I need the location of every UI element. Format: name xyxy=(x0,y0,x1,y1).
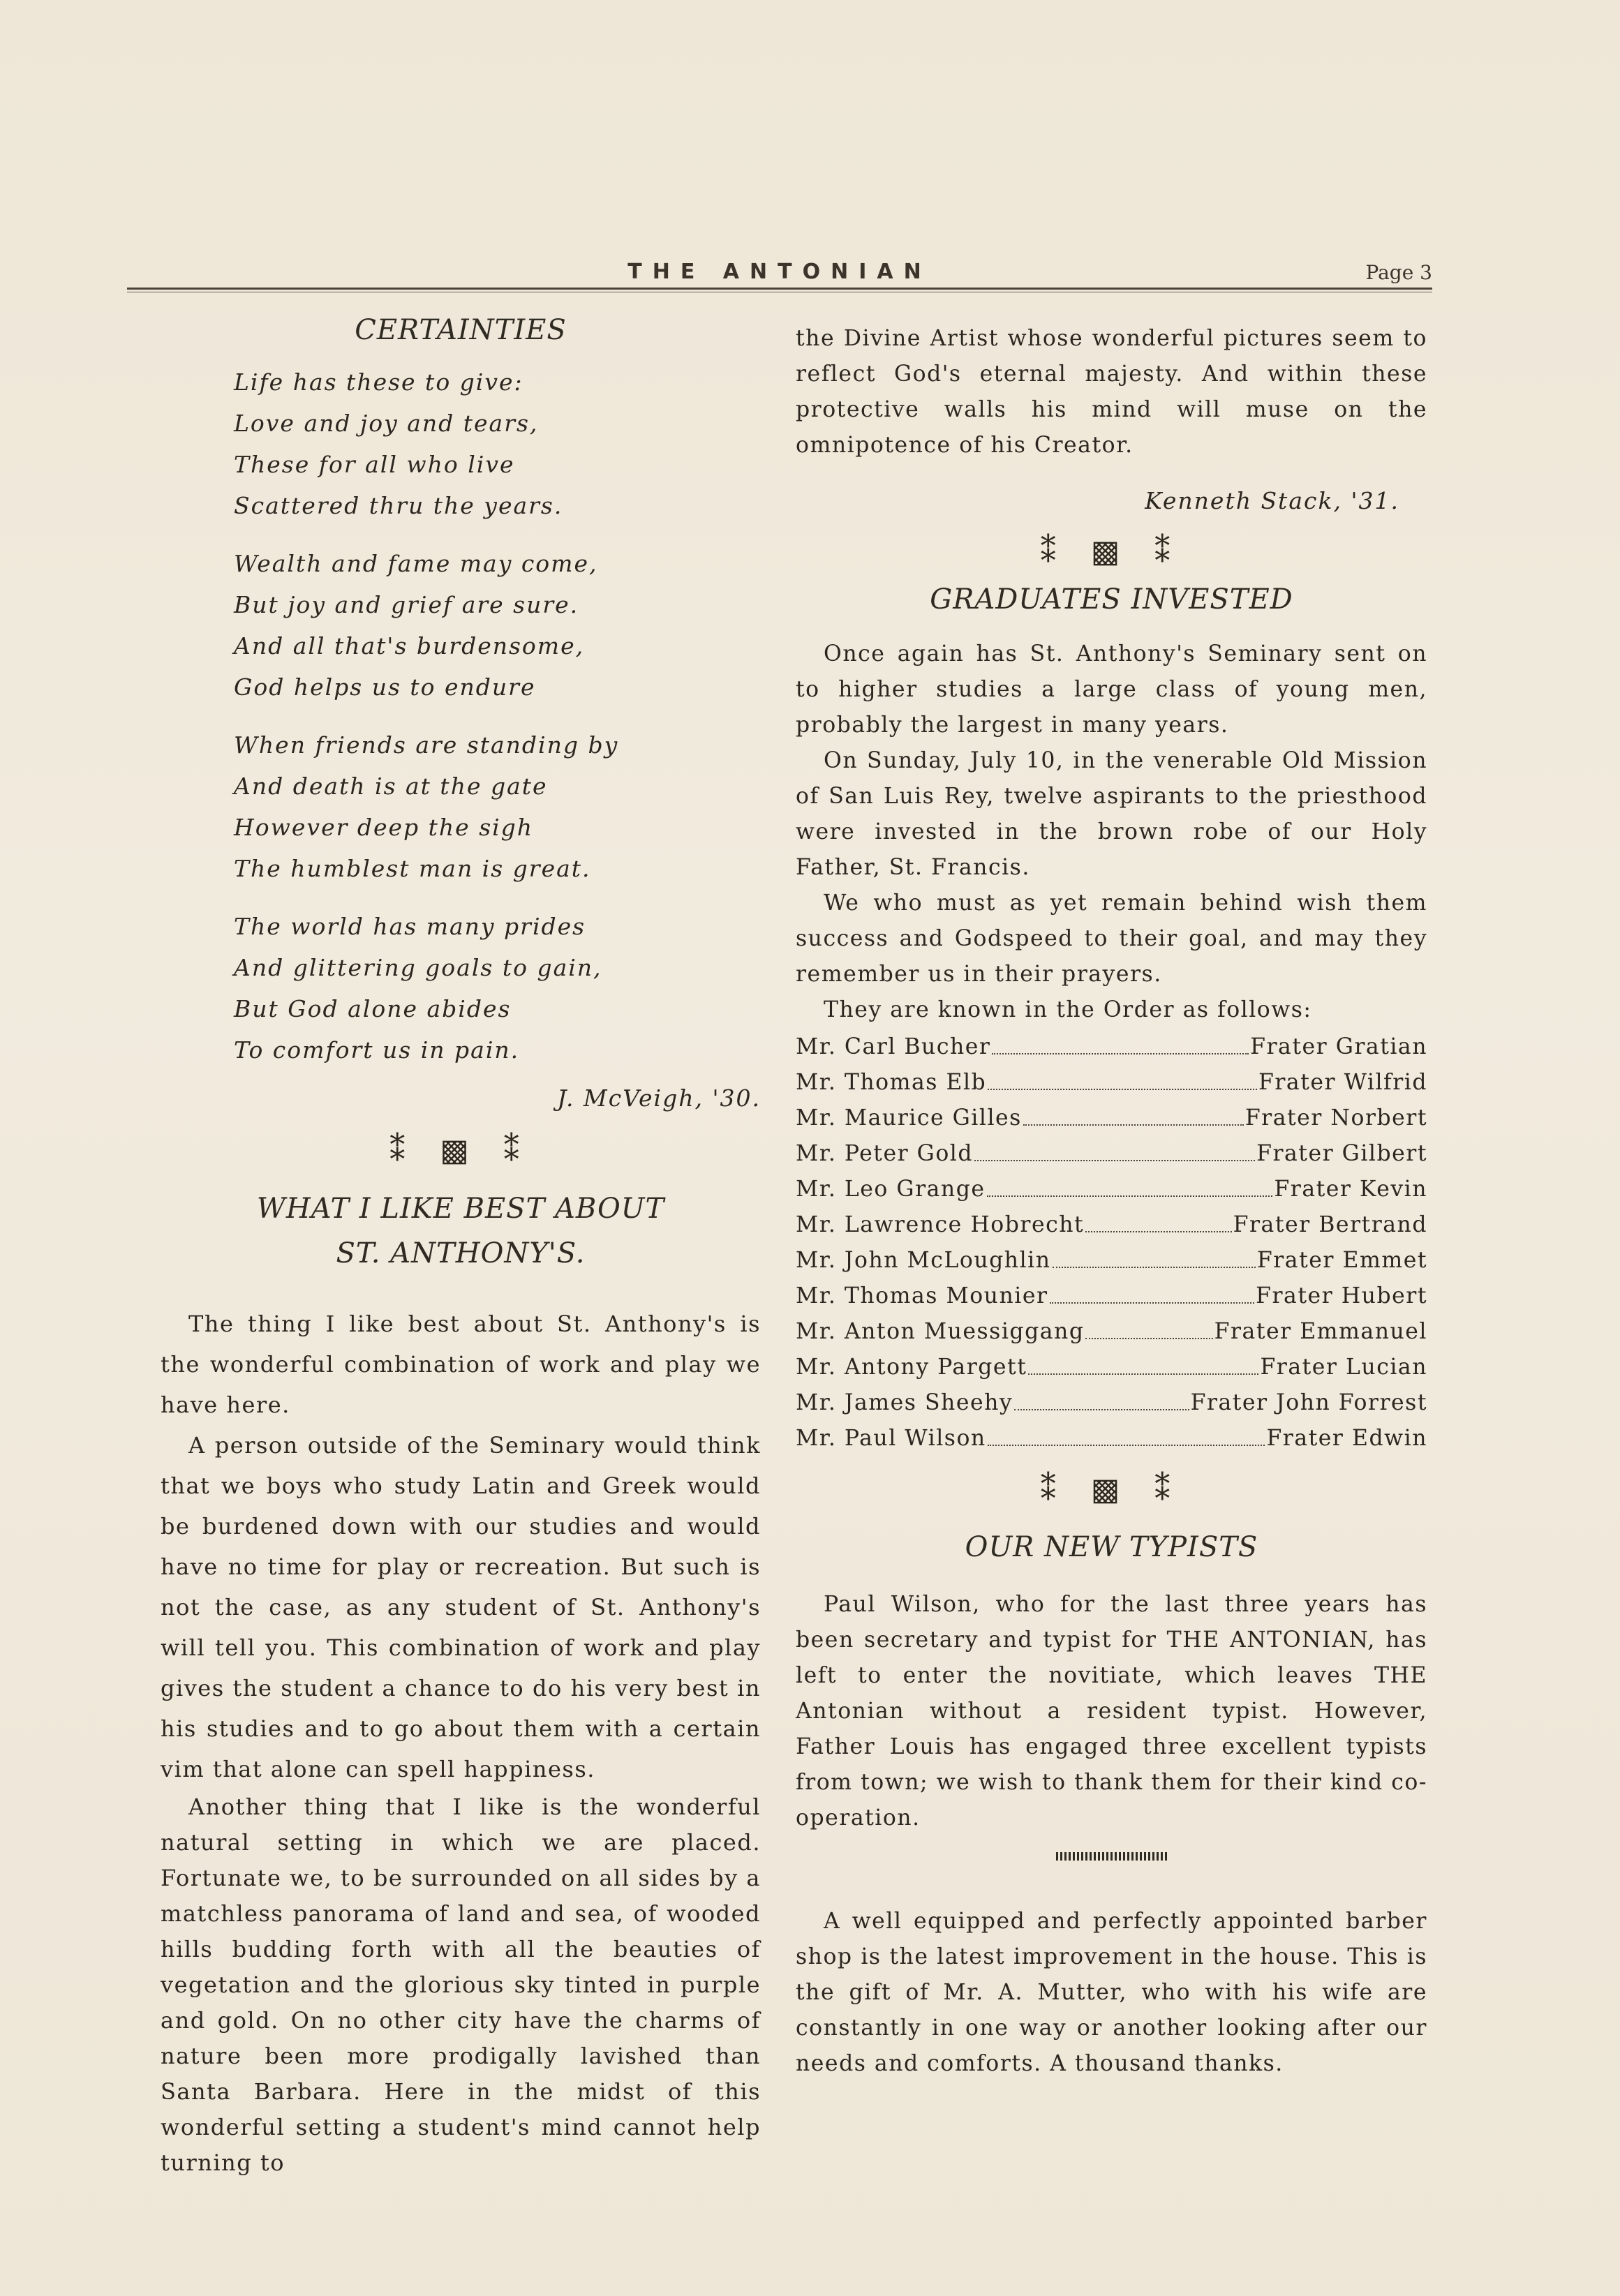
like-best-title-line2: ST. ANTHONY'S. xyxy=(336,1237,586,1269)
list-item: Mr. Peter Gold Frater Gilbert xyxy=(796,1136,1427,1172)
list-item: Mr. Antony Pargett Frater Lucian xyxy=(796,1350,1427,1385)
poem-line: The humblest man is great. xyxy=(234,855,591,882)
list-item: Mr. Anton Muessiggang Frater Emmanuel xyxy=(796,1314,1427,1350)
poem-line: But God alone abides xyxy=(234,995,512,1022)
poem-line: Wealth and fame may come, xyxy=(234,550,598,577)
article-paragraph: Once again has St. Anthony's Seminary sent on to higher studies a large class of young men, probably the largest in many years. xyxy=(796,641,1427,738)
poem-line: However deep the sigh xyxy=(234,814,534,841)
list-item: Mr. Carl Bucher Frater Gratian xyxy=(796,1029,1427,1065)
list-item: Mr. Thomas Mounier Frater Hubert xyxy=(796,1279,1427,1314)
poem-line: God helps us to endure xyxy=(234,673,536,701)
divider-bar xyxy=(796,1850,1427,1863)
poem-stanza xyxy=(234,361,761,526)
list-item: Mr. James Sheehy Frater John Forrest xyxy=(796,1385,1427,1421)
poem-line: But joy and grief are sure. xyxy=(234,591,579,618)
list-item: Mr. Leo Grange Frater Kevin xyxy=(796,1172,1427,1207)
list-item: Mr. Maurice Gilles Frater Norbert xyxy=(796,1101,1427,1136)
certainties-title: CERTAINTIES xyxy=(355,314,567,346)
list-item: Mr. John McLoughlin Frater Emmet xyxy=(796,1243,1427,1279)
article-paragraph: Paul Wilson, who for the last three years has been secretary and typist for THE ANTONIAN, has left to enter the novitiate, which leaves THE Antonian without a resident typist. However, Father Louis has engaged three excellent typists from town; we wish to thank them for their kind co-operation. xyxy=(796,1592,1427,1831)
poem-line: Life has these to give: xyxy=(234,368,523,396)
certainties-poem xyxy=(234,361,761,1071)
poem-stanza xyxy=(234,543,761,708)
ornament-icon: ⁑ ▩ ⁑ xyxy=(1040,534,1183,569)
like-best-title-line1: WHAT I LIKE BEST ABOUT xyxy=(256,1193,665,1225)
like-best-body xyxy=(161,1304,761,2181)
list-item: Mr. Lawrence Hobrecht Frater Bertrand xyxy=(796,1207,1427,1243)
certainties-signature: J. McVeigh, '30. xyxy=(557,1084,761,1112)
left-column xyxy=(161,314,761,2181)
typists-title: OUR NEW TYPISTS xyxy=(965,1531,1258,1563)
article-paragraph: A person outside of the Seminary would think that we boys who study Latin and Greek would be burdened down with our studies and would have no time for play or recreation. But such is not the case, as any student of St. Anthony's will tell you. This combination of work and play gives the student a chance to do his very best in his studies and to go about them with a certain vim that alone can spell happiness. xyxy=(161,1432,761,1782)
ornament-icon: ⁑ ▩ ⁑ xyxy=(1040,1472,1183,1507)
poem-line: To comfort us in pain. xyxy=(234,1036,520,1064)
right-column xyxy=(796,321,1427,2082)
poem-stanza xyxy=(234,724,761,889)
article-paragraph: The thing I like best about St. Anthony's is the wonderful combination of work and play we have here. xyxy=(161,1311,761,1418)
page-number: Page 3 xyxy=(1365,261,1432,284)
article-paragraph: A well equipped and perfectly appointed barber shop is the latest improvement in the house. This is the gift of Mr. A. Mutter, who with his wife are constantly in one way or another looking after our needs and comforts. A thousand thanks. xyxy=(796,1909,1427,2076)
publication-title: THE ANTONIAN xyxy=(627,260,932,284)
header-rule xyxy=(127,288,1432,290)
article-paragraph: We who must as yet remain behind wish them success and Godspeed to their goal, and may they remember us in their prayers. xyxy=(796,890,1427,987)
article-paragraph: Another thing that I like is the wonderful natural setting in which we are placed. Fortunate we, to be surrounded on all sides by a matchless panorama of land and sea, of wooded hills budding forth with all the beauties of vegetation and the glorious sky tinted in purple and gold. On no other city have the charms of nature been more prodigally lavished than Santa Barbara. Here in the midst of this wonderful setting a student's mind cannot help turning to xyxy=(161,1794,761,2176)
list-item: Mr. Thomas Elb Frater Wilfrid xyxy=(796,1065,1427,1101)
list-item: Mr. Paul Wilson Frater Edwin xyxy=(796,1421,1427,1456)
article-continuation: the Divine Artist whose wonderful pictures seem to reflect God's eternal majesty. And within these protective walls his mind will muse on the omnipotence of his Creator. xyxy=(796,326,1427,458)
article-paragraph: On Sunday, July 10, in the venerable Old Mission of San Luis Rey, twelve aspirants to the priesthood were invested in the brown robe of our Holy Father, St. Francis. xyxy=(796,748,1427,880)
poem-line: And glittering goals to gain, xyxy=(234,954,602,981)
poem-line: And all that's burdensome, xyxy=(234,632,585,659)
barber-body xyxy=(796,1904,1427,2082)
poem-line: When friends are standing by xyxy=(234,731,619,759)
roster-list xyxy=(796,1029,1427,1456)
page-header xyxy=(127,260,1432,292)
poem-stanza xyxy=(234,906,761,1071)
graduates-body xyxy=(796,636,1427,1028)
ornament-icon: ⁑ ▩ ⁑ xyxy=(389,1133,532,1168)
poem-line: Love and joy and tears, xyxy=(234,410,539,437)
like-best-title xyxy=(161,1186,761,1276)
poem-line: Scattered thru the years. xyxy=(234,492,563,519)
poem-line: And death is at the gate xyxy=(234,773,548,800)
like-best-signature: Kenneth Stack, '31. xyxy=(1145,487,1399,514)
typists-body xyxy=(796,1587,1427,1836)
article-paragraph: They are known in the Order as follows: xyxy=(824,997,1312,1022)
graduates-title: GRADUATES INVESTED xyxy=(930,583,1293,616)
poem-line: These for all who live xyxy=(234,451,515,478)
poem-line: The world has many prides xyxy=(234,913,586,940)
